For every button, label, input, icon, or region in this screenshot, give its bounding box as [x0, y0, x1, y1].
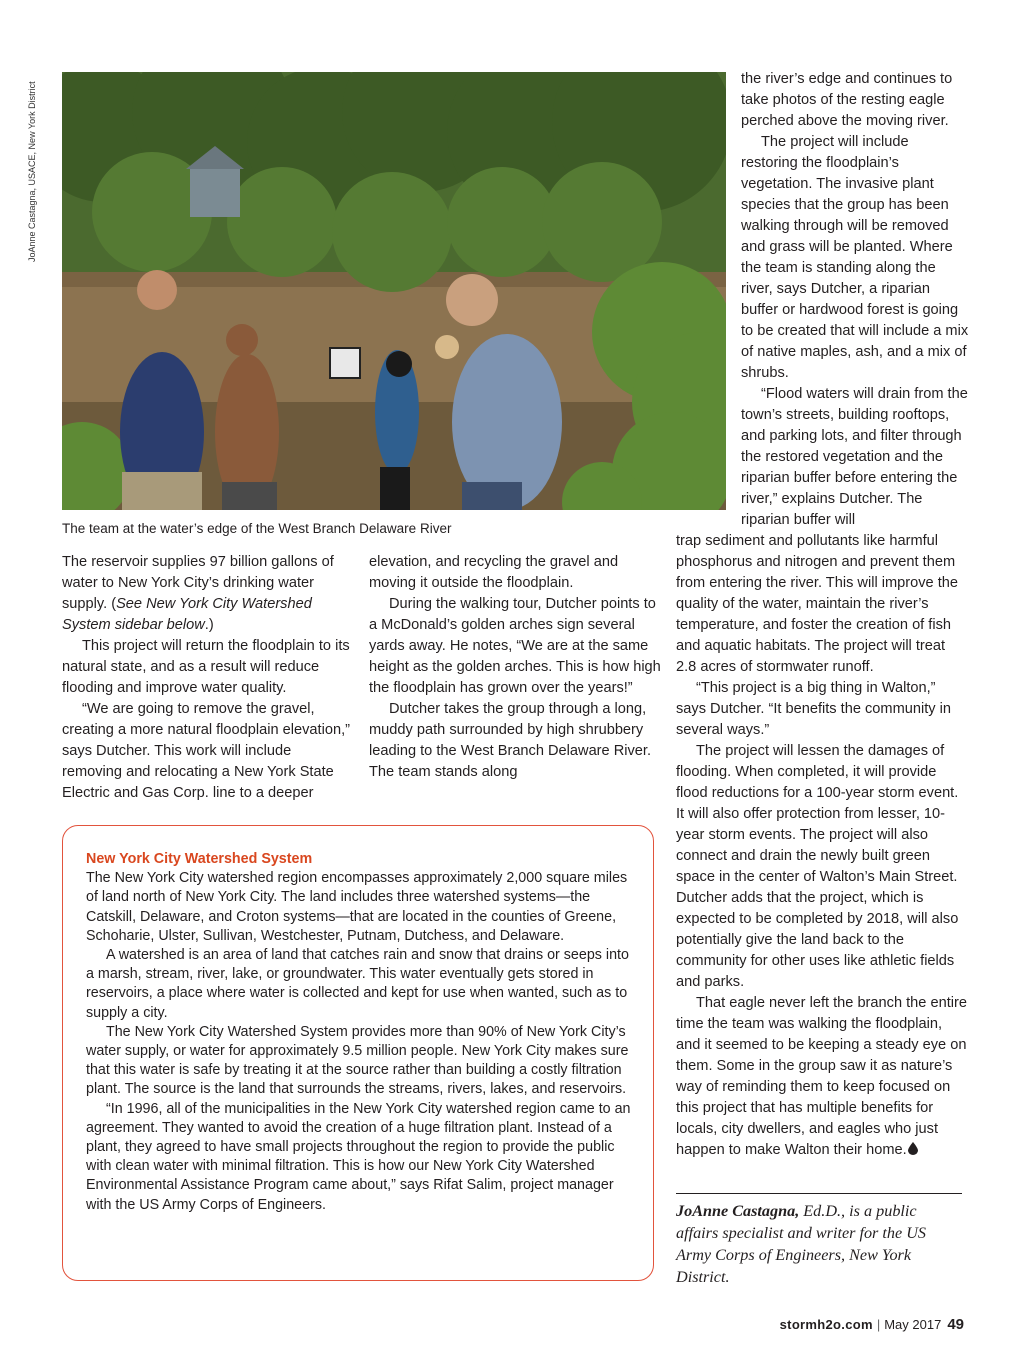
paragraph: During the walking tour, Dutcher points to a McDonald’s golden arches sign several yards away. He notes, “We are at the same height as the golden arches. This is how high the floodplain has grown over the years!”: [369, 596, 661, 696]
footer-separator: |: [876, 1317, 881, 1332]
photo-credit: JoAnne Castagna, USACE, New York District: [27, 81, 37, 262]
bio-text: Ed.D., is a public affairs specialist and writer for the US Army Corps of Engineers, New York District.: [676, 1202, 927, 1286]
water-drop-icon: [908, 1142, 918, 1155]
article-column-1: [62, 552, 354, 804]
footer-site: stormh2o.com: [779, 1317, 873, 1332]
paragraph: elevation, and recycling the gravel and moving it outside the floodplain.: [369, 554, 619, 591]
text-run: .): [204, 617, 214, 633]
author-name: JoAnne Castagna,: [676, 1202, 800, 1220]
bio-divider: [676, 1193, 962, 1194]
footer-issue: May 2017: [884, 1317, 942, 1332]
paragraph: Dutcher takes the group through a long, muddy path surrounded by high shrubbery leading to the West Branch Delaware River. The team stands along: [369, 701, 652, 780]
sidebar-title: New York City Watershed System: [86, 851, 313, 867]
paragraph: the river’s edge and continues to take photos of the resting eagle perched above the moving river.: [741, 71, 953, 129]
text-run: The reservoir supplies 97 billion gallons of water to New York City’s drinking water supply. (: [62, 554, 334, 612]
author-bio: [676, 1200, 962, 1288]
paragraph: The New York City Watershed System provides more than 90% of New York City’s water supply, or water for approximately 9.5 million people. New York City makes sure that this water is safe by treating it at the source rather than building a costly filtration plant. The source is the land that surrounds the streams, rivers, lakes, and reservoirs.: [86, 1023, 629, 1098]
paragraph: [676, 993, 968, 1161]
paragraph: This project will return the floodplain to its natural state, and as a result will reduce flooding and improve water quality.: [62, 638, 350, 696]
river-photo: [62, 72, 726, 510]
article-column-3-top: [741, 69, 969, 531]
paragraph: “Flood waters will drain from the town’s streets, building rooftops, and parking lots, and filter through the restored vegetation and the riparian buffer before entering the river,” explains Dutcher. The riparian buffer will: [741, 386, 968, 528]
article-column-3-bottom: [676, 531, 968, 1161]
paragraph: A watershed is an area of land that catches rain and snow that drains or seeps into a marsh, stream, river, lake, or groundwater. This water eventually gets stored in reservoirs, a place where water is collected and kept for use when wanted, such as to supply a city.: [86, 947, 629, 1021]
paragraph: The New York City watershed region encompasses approximately 2,000 square miles of land north of New York City. The land includes three watershed systems—the Catskill, Delaware, and Croton systems—that are located in the counties of Greene, Schoharie, Ulster, Sullivan, Westchester, Putnam, Dutchess, and Delaware.: [86, 870, 628, 944]
paragraph: The project will lessen the damages of flooding. When completed, it will provide flood reductions for a 100-year storm event. It will also offer protection from lesser, 10-year storm events. The project will also connect and drain the newly built green space in the center of Walton’s Main Street. Dutcher adds that the project, which is expected to be completed by 2018, will also potentially give the land back to the community for other uses like athletic fields and parks.: [676, 743, 959, 990]
paragraph: The project will include restoring the floodplain’s vegetation. The invasive plant species that the group has been walking through will be removed and grass will be planted. Where the team is standing along the river, says Dutcher, a riparian buffer or hardwood forest is going to be created that will include a mix of native maples, ash, and a mix of shrubs.: [741, 134, 969, 381]
page-number: 49: [947, 1316, 964, 1333]
text-run: That eagle never left the branch the entire time the team was walking the floodplain, and it seemed to be keeping a steady eye on them. Some in the group saw it as nature’s way of reminding them to keep focused on this project that has multiple benefits for locals, city dwellers, and eagles who just happen to make Walton their home.: [676, 995, 967, 1158]
paragraph: trap sediment and pollutants like harmful phosphorus and nitrogen and prevent them from entering the river. This will improve the quality of the water, maintain the river’s temperature, and foster the creation of fish and aquatic habitats. The project will treat 2.8 acres of stormwater runoff.: [676, 533, 958, 675]
paragraph: “In 1996, all of the municipalities in the New York City watershed region came to an agreement. They wanted to avoid the creation of a huge filtration plant. Instead of a plant, they agreed to have small projects throughout the region to provide the public with clean water with minimal filtration. This is how our New York City Watershed Environmental Assistance Program came about,” says Rifat Salim, project manager with the US Army Corps of Engineers.: [86, 1100, 631, 1213]
paragraph: [62, 552, 354, 636]
sidebar-reference: See New York City Watershed System sidebar below: [62, 596, 312, 633]
paragraph: “We are going to remove the gravel, creating a more natural floodplain elevation,” says Dutcher. This work will include removing and relocating a New York State Electric and Gas Corp. line to a deeper: [62, 701, 350, 801]
photo-caption: The team at the water’s edge of the West Branch Delaware River: [62, 521, 452, 536]
paragraph: “This project is a big thing in Walton,” says Dutcher. “It benefits the community in several ways.”: [676, 680, 951, 738]
article-column-2: [369, 552, 661, 783]
watershed-sidebar: [62, 825, 654, 1281]
page-footer: [780, 1316, 964, 1334]
